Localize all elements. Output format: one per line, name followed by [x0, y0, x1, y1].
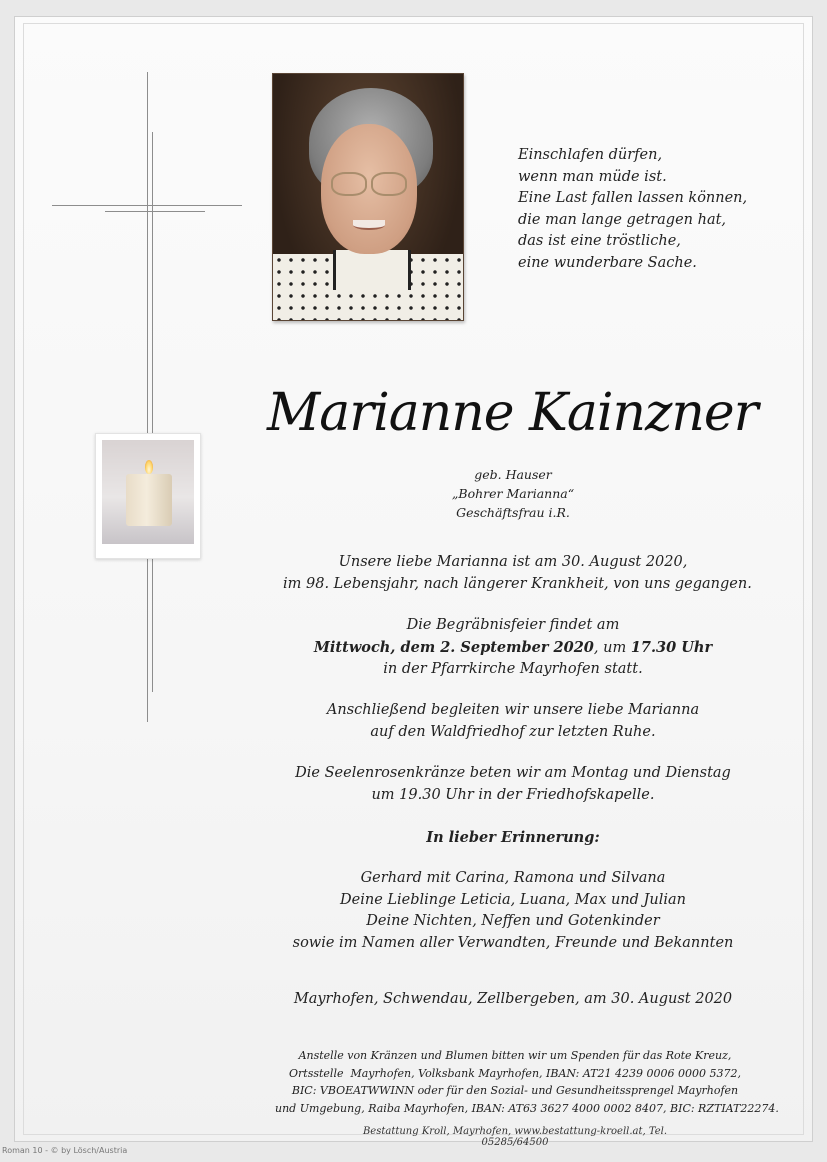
cross-horizontal-line-inner [105, 211, 205, 212]
poem [518, 145, 778, 274]
obituary-card [14, 16, 813, 1148]
poem-line: Einschlafen dürfen, [518, 147, 663, 163]
funeral-day: Mittwoch, dem 2. September 2020 [313, 638, 594, 656]
poem-line: wenn man müde ist. [518, 168, 667, 185]
occupation: Geschäftsfrau i.R. [456, 505, 570, 520]
mourner-line: Deine Lieblinge Leticia, Luana, Max und Julian [340, 891, 686, 908]
funeral-time: 17.30 Uhr [630, 638, 713, 656]
burial-info: Anschließend begleiten wir unsere liebe Marianna auf den Waldfriedhof zur letzten Ruhe. [326, 702, 700, 740]
funeral-home-footer: Bestattung Kroll, Mayrhofen, www.bestattung-kroell.at, Tel. 05285/64500 [362, 1126, 668, 1148]
cross-horizontal-line [52, 205, 242, 206]
imprint: Roman 10 - © by Lösch/Austria [2, 1146, 128, 1155]
candle-image [95, 433, 201, 559]
nickname: „Bohrer Marianna“ [451, 486, 575, 501]
cross-vertical-line [147, 72, 148, 722]
memory-heading: In lieber Erinnerung: [426, 829, 600, 846]
birth-name: geb. Hauser [474, 467, 552, 482]
mourner-line: sowie im Namen aller Verwandten, Freunde und Bekannten [292, 934, 734, 951]
place-date: Mayrhofen, Schwendau, Zellbergeben, am 30. August 2020 [293, 991, 733, 1007]
candle-flame-icon [145, 460, 153, 474]
deceased-name: Marianne Kainzner [267, 383, 758, 443]
candle-icon [126, 474, 172, 526]
mourner-line: Gerhard mit Carina, Ramona und Silvana [360, 870, 666, 886]
mourners-list [283, 868, 743, 954]
deceased-details [433, 465, 593, 522]
poem-line: die man lange getragen hat, [518, 211, 727, 228]
poem-line: Eine Last fallen lassen können, [518, 190, 748, 206]
poem-line: eine wunderbare Sache. [518, 254, 697, 271]
funeral-info: Die Begräbnisfeier findet am Mittwoch, dem 2. September 2020, um 17.30 Uhr in der Pfarrkirche Mayrhofen statt. [313, 617, 713, 677]
death-announcement: Unsere liebe Marianna ist am 30. August 2020, im 98. Lebensjahr, nach längerer Krankheit, von uns gegangen. [283, 554, 752, 592]
cross-vertical-line-inner [152, 132, 153, 692]
donation-note: Anstelle von Kränzen und Blumen bitten wir um Spenden für das Rote Kreuz, Ortsstelle Mayrhofen, Volksbank Mayrhofen, IBAN: AT21 4239 0006 0000 5372, BIC: VBOEATWWINN oder für den Sozial- und Gesundheitssprengel Mayrhofen und Umgebung, Raiba Mayrhofen, IBAN: AT63 3627 4000 0002 8407, BIC: RZTIAT22274. [275, 1049, 779, 1115]
poem-line: das ist eine tröstliche, [518, 233, 681, 249]
rosary-info: Die Seelenrosenkränze beten wir am Montag und Dienstag um 19.30 Uhr in der Friedhofskapelle. [295, 765, 731, 803]
mourner-line: Deine Nichten, Neffen und Gotenkinder [366, 913, 660, 929]
portrait-photo [272, 73, 464, 321]
